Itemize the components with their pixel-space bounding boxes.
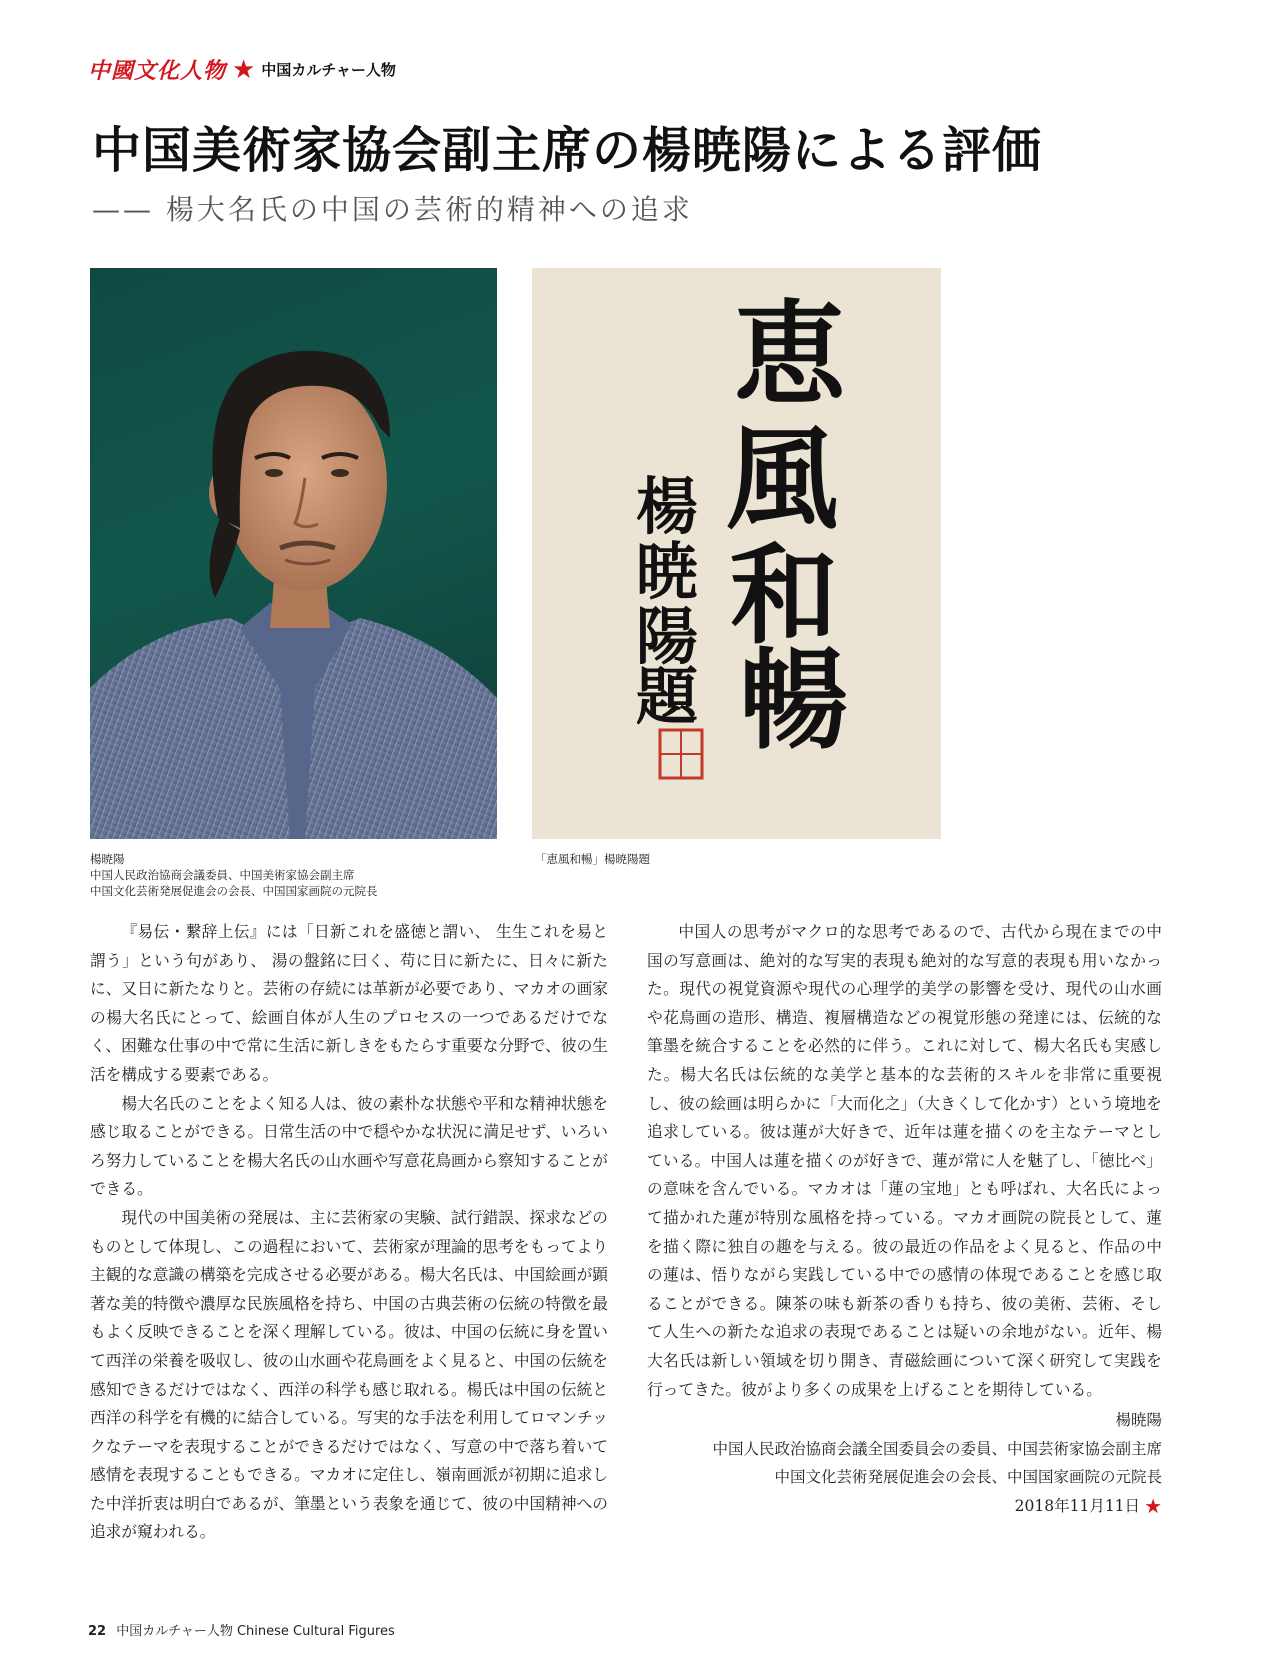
portrait-caption [90, 851, 378, 899]
signature-title-2: 中国文化芸術発展促進会の会長、中国国家画院の元院長 [774, 1468, 1162, 1487]
portrait-photo [90, 268, 497, 839]
signature-date-row [1015, 1492, 1162, 1521]
article-subtitle: —— 楊大名氏の中国の芸術的精神への追求 [92, 193, 693, 226]
calligraphy-sign-4: 題 [635, 660, 699, 733]
page-number: 22 [88, 1624, 107, 1639]
signature-title-1: 中国人民政治協商会議全国委員会の委員、中国芸術家協会副主席 [712, 1439, 1162, 1458]
calligraphy-sign-2: 暁 [635, 535, 699, 608]
calligraphy-illustration [532, 268, 941, 839]
paragraph: 『易伝・繋辞上伝』には「日新これを盛徳と謂い、 生生これを易と謂う」という句があり、 湯の盤銘に曰く、苟に日に新たに、日々に新たに、又日に新たなりと。芸術の存続には革新が必要であり、マカオの画家の楊大名氏にとって、絵画自体が人生のプロセスの一つであるだけでなく、困難な仕事の中で常に生活に新しきをもたらす重要な分野で、彼の生活を構成する要素である。 [90, 922, 608, 1084]
magazine-header [88, 54, 396, 85]
page-footer [88, 1620, 395, 1639]
calligraphy-char-4: 暢 [739, 638, 849, 764]
signature-name: 楊暁陽 [1115, 1411, 1162, 1430]
portrait-illustration [90, 268, 497, 839]
signature-date: 2018年11月11日 [1014, 1496, 1141, 1515]
red-star-icon: ★ [1144, 1494, 1162, 1519]
paragraph: 楊大名氏のことをよく知る人は、彼の素朴な状態や平和な精神状態を感じ取ることができる。日常生活の中で穏やかな状況に満足せず、いろいろ努力していることを楊大名氏の山水画や写意花鳥画から察知することができる。 [90, 1093, 608, 1199]
brand-logo: 中國文化人物 [88, 58, 227, 84]
caption-line: 楊暁陽 [90, 852, 125, 866]
caption-line: 中国文化芸術発展促進会の会長、中国国家画院の元院長 [90, 884, 378, 898]
calligraphy-char-3: 和 [729, 533, 839, 659]
author-signature [647, 1406, 1162, 1520]
caption-line: 「恵風和暢」楊暁陽題 [535, 852, 650, 866]
red-seal [660, 730, 702, 778]
calligraphy-char-2: 風 [726, 414, 838, 545]
calligraphy-sign-3: 陽 [635, 600, 699, 673]
section-label: 中国カルチャー人物 [261, 61, 396, 79]
article-column-right [647, 918, 1162, 1520]
caption-line: 中国人民政治協商会議委員、中国美術家協会副主席 [90, 868, 355, 882]
footer-title: 中国カルチャー人物 Chinese Cultural Figures [116, 1624, 395, 1639]
calligraphy-caption [535, 851, 650, 867]
red-star-icon: ★ [232, 54, 256, 85]
article-title: 中国美術家協会副主席の楊暁陽による評価 [92, 121, 1043, 179]
calligraphy-artwork [532, 268, 941, 839]
calligraphy-sign-1: 楊 [635, 470, 699, 543]
paragraph: 現代の中国美術の発展は、主に芸術家の実験、試行錯誤、探求などのものとして体現し、この過程において、芸術家が理論的思考をもってより主観的な意識の構築を完成させる必要がある。楊大名氏は、中国絵画が顕著な美的特徴や濃厚な民族風格を持ち、中国の古典芸術の伝統の特徴を最もよく反映できることを深く理解している。彼は、中国の伝統に身を置いて西洋の栄養を吸収し、彼の山水画や花鳥画をよく見ると、中国の伝統を感知できるだけではなく、西洋の科学も感じ取れる。楊氏は中国の伝統と西洋の科学を有機的に結合している。写実的な手法を利用してロマンチックなテーマを表現することができるだけではなく、写意の中で落ち着いて感情を表現することもできる。マカオに定住し、嶺南画派が初期に追求した中洋折衷は明白であるが、筆墨という表象を通じて、彼の中国精神への追求が窺われる。 [90, 1207, 608, 1542]
calligraphy-char-1: 恵 [734, 289, 846, 420]
article-column-left [90, 918, 608, 1547]
paragraph: 中国人の思考がマクロ的な思考であるので、古代から現在までの中国の写意画は、絶対的な写実的表現も絶対的な写意的表現も用いなかった。現代の視覚資源や現代の心理学的美学の影響を受け、現代の山水画や花鳥画の造形、構造、複層構造などの視覚形態の発達には、伝統的な筆墨を統合することを必然的に伴う。これに対して、楊大名氏も実感した。楊大名氏は伝統的な美学と基本的な芸術的スキルを非常に重要視し、彼の絵画は明らかに「大而化之」（大きくして化かす）という境地を追求している。彼は蓮が大好きで、近年は蓮を描くのを主なテーマとしている。中国人は蓮を描くのが好きで、蓮が常に人を魅了し、「徳比べ」の意味を含んでいる。マカオは「蓮の宝地」とも呼ばれ、大名氏によって描かれた蓮が特別な風格を持っている。マカオ画院の院長として、蓮を描く際に独自の趣を与える。彼の最近の作品をよく見ると、作品の中の蓮は、悟りながら実践している中での感情の体現であることを感じ取ることができる。陳茶の味も新茶の香りも持ち、彼の美術、芸術、そして人生への新たな追求の表現であることは疑いの余地がない。近年、楊大名氏は新しい領域を切り開き、青磁絵画について深く研究して実践を行ってきた。彼がより多くの成果を上げることを期待している。 [647, 922, 1162, 1399]
